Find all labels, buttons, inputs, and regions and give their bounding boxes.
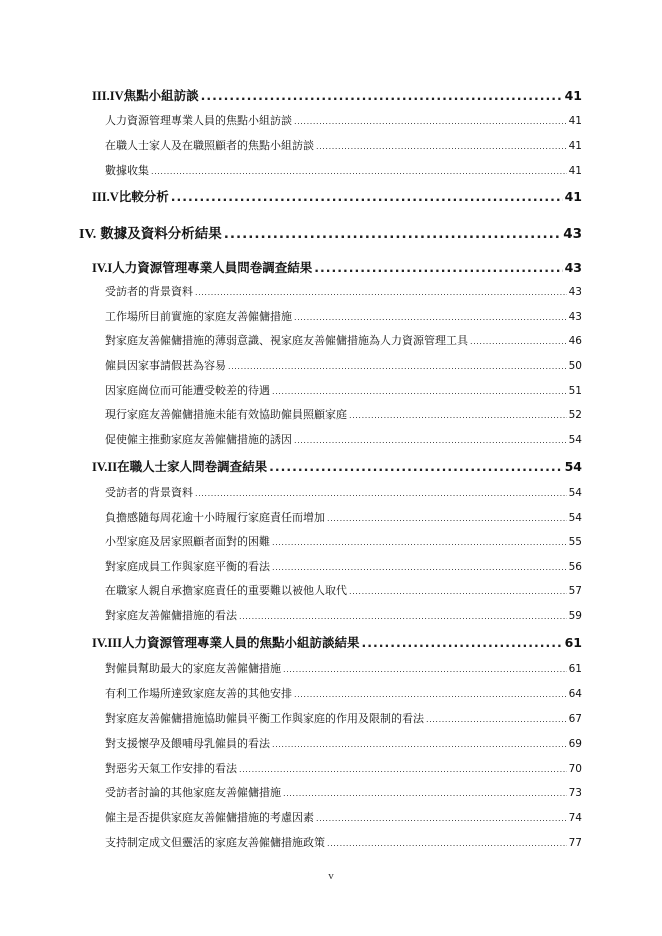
toc-entry[interactable] bbox=[105, 760, 582, 776]
toc-dot-leader bbox=[239, 612, 567, 621]
toc-page-number: 46 bbox=[568, 335, 582, 347]
toc-dot-leader bbox=[314, 260, 562, 275]
toc-section-number: IV.II bbox=[92, 460, 118, 474]
toc-dot-leader bbox=[349, 411, 567, 420]
toc-page-number: 54 bbox=[568, 512, 582, 524]
toc-page-number: 70 bbox=[568, 763, 582, 775]
toc-entry-title: 工作場所目前實施的家庭友善僱傭措施 bbox=[105, 310, 292, 323]
toc-dot-leader bbox=[283, 665, 567, 674]
toc-entry[interactable] bbox=[105, 431, 582, 447]
toc-entry-title: 有利工作場所達致家庭友善的其他安排 bbox=[105, 687, 292, 700]
toc-page-number: 77 bbox=[568, 837, 582, 849]
toc-section-number: IV.I bbox=[92, 261, 113, 275]
toc-dot-leader bbox=[151, 167, 567, 176]
toc-entry[interactable] bbox=[105, 406, 582, 422]
toc-dot-leader bbox=[195, 489, 567, 498]
toc-entry-title: 對家庭成員工作與家庭平衡的看法 bbox=[105, 560, 270, 573]
toc-dot-leader bbox=[316, 814, 567, 823]
toc-entry[interactable] bbox=[105, 685, 582, 701]
toc-page-number: 51 bbox=[568, 385, 582, 397]
toc-entry-title: 對家庭友善僱傭措施的薄弱意識、視家庭友善僱傭措施為人力資源管理工具 bbox=[105, 334, 468, 347]
toc-entry-title: 在職人士家人問卷調查結果 bbox=[117, 459, 268, 474]
toc-entry[interactable] bbox=[105, 660, 582, 676]
toc-entry-title: 受訪者的背景資料 bbox=[105, 486, 193, 499]
toc-entry[interactable] bbox=[105, 382, 582, 398]
toc-entry-title: 人力資源管理專業人員的焦點小組訪談結果 bbox=[122, 635, 360, 650]
toc-dot-leader bbox=[239, 765, 567, 774]
toc-page-number: 41 bbox=[568, 115, 582, 127]
toc-entry-title: 僱員因家事請假甚為容易 bbox=[105, 359, 226, 372]
toc-page-number: 43 bbox=[564, 260, 582, 275]
toc-entry-title: 僱主是否提供家庭友善僱傭措施的考慮因素 bbox=[105, 811, 314, 824]
toc-chapter-number: IV. bbox=[79, 227, 97, 242]
toc-entry[interactable] bbox=[105, 582, 582, 598]
toc-entry[interactable] bbox=[105, 784, 582, 800]
toc-dot-leader bbox=[228, 362, 567, 371]
toc-section-number: III.V bbox=[92, 190, 119, 204]
toc-dot-leader bbox=[470, 337, 567, 346]
toc-entry-title: 對僱員幫助最大的家庭友善僱傭措施 bbox=[105, 662, 281, 675]
toc-page-number: 73 bbox=[568, 787, 582, 799]
toc-page-number: 41 bbox=[564, 189, 582, 204]
toc-page-number: 41 bbox=[568, 165, 582, 177]
toc-entry-title: 受訪者的背景資料 bbox=[105, 285, 193, 298]
toc-dot-leader bbox=[272, 538, 567, 547]
toc-page-number: 54 bbox=[568, 434, 582, 446]
toc-entry-title: 受訪者討論的其他家庭友善僱傭措施 bbox=[105, 786, 281, 799]
toc-dot-leader bbox=[195, 288, 567, 297]
toc-entry[interactable] bbox=[105, 607, 582, 623]
toc-entry-title: 小型家庭及居家照顧者面對的困難 bbox=[105, 535, 270, 548]
toc-page-number: 54 bbox=[568, 487, 582, 499]
toc-dot-leader bbox=[294, 690, 567, 699]
toc-dot-leader bbox=[269, 459, 562, 474]
toc-entry-title: 人力資源管理專業人員問卷調查結果 bbox=[112, 260, 313, 275]
toc-entry[interactable] bbox=[105, 484, 582, 500]
toc-entry[interactable] bbox=[105, 332, 582, 348]
toc-entry-title: 促使僱主推動家庭友善僱傭措施的誘因 bbox=[105, 433, 292, 446]
toc-dot-leader bbox=[327, 514, 567, 523]
toc-entry-title: 在職家人親自承擔家庭責任的重要難以被他人取代 bbox=[105, 584, 347, 597]
toc-entry[interactable] bbox=[105, 112, 582, 128]
toc-dot-leader bbox=[327, 839, 567, 848]
toc-entry[interactable] bbox=[105, 558, 582, 574]
toc-page-number: 61 bbox=[564, 635, 582, 650]
page-footer-number: v bbox=[328, 870, 334, 882]
toc-page-number: 54 bbox=[564, 459, 582, 474]
toc-dot-leader bbox=[283, 789, 567, 798]
toc-page-number: 41 bbox=[564, 88, 582, 103]
toc-entry-title: 對惡劣天氣工作安排的看法 bbox=[105, 762, 237, 775]
toc-entry-title: 負擔感隨每周花逾十小時履行家庭責任而增加 bbox=[105, 511, 325, 524]
toc-dot-leader bbox=[316, 142, 567, 151]
toc-entry[interactable] bbox=[105, 735, 582, 751]
toc-entry-title: 因家庭崗位而可能遭受較差的待遇 bbox=[105, 384, 270, 397]
toc-dot-leader bbox=[294, 117, 567, 126]
toc-entry[interactable] bbox=[105, 809, 582, 825]
toc-page-number: 41 bbox=[568, 140, 582, 152]
toc-entry[interactable] bbox=[105, 834, 582, 850]
toc-page-number: 57 bbox=[568, 585, 582, 597]
toc-dot-leader bbox=[426, 715, 567, 724]
toc-entry-title: 比較分析 bbox=[118, 189, 169, 204]
toc-page-number: 69 bbox=[568, 738, 582, 750]
toc-entry-title: 數據及資料分析結果 bbox=[100, 226, 222, 242]
toc-page-number: 64 bbox=[568, 688, 582, 700]
toc-entry-section-iv-i[interactable] bbox=[92, 258, 582, 276]
toc-entry[interactable] bbox=[105, 162, 582, 178]
toc-entry-title: 對家庭友善僱傭措施協助僱員平衡工作與家庭的作用及限制的看法 bbox=[105, 712, 424, 725]
toc-section-number: IV.III bbox=[92, 636, 122, 650]
toc-entry-title: 支持制定成文但靈活的家庭友善僱傭措施政策 bbox=[105, 836, 325, 849]
toc-page-number: 50 bbox=[568, 360, 582, 372]
toc-entry-chapter-iv[interactable] bbox=[79, 222, 582, 243]
toc-entry-title: 人力資源管理專業人員的焦點小組訪談 bbox=[105, 114, 292, 127]
toc-page-number: 56 bbox=[568, 561, 582, 573]
toc-section-number: III.IV bbox=[92, 89, 124, 103]
toc-dot-leader bbox=[272, 387, 567, 396]
toc-dot-leader bbox=[272, 740, 567, 749]
toc-dot-leader bbox=[349, 587, 567, 596]
toc-entry-title: 對支援懷孕及餵哺母乳僱員的看法 bbox=[105, 737, 270, 750]
toc-page-number: 43 bbox=[568, 311, 582, 323]
toc-page-number: 74 bbox=[568, 812, 582, 824]
toc-page-number: 43 bbox=[563, 226, 582, 242]
toc-entry-section-iii-v[interactable] bbox=[92, 187, 582, 205]
toc-entry-title: 在職人士家人及在職照顧者的焦點小組訪談 bbox=[105, 139, 314, 152]
toc-dot-leader bbox=[362, 635, 563, 650]
toc-entry-section-iv-iii[interactable] bbox=[92, 633, 582, 651]
toc-entry-title: 現行家庭友善僱傭措施未能有效協助僱員照顧家庭 bbox=[105, 408, 347, 421]
toc-entry-section-iii-iv[interactable] bbox=[92, 86, 582, 104]
toc-entry-title: 數據收集 bbox=[105, 164, 149, 177]
toc-page-number: 59 bbox=[568, 610, 582, 622]
toc-dot-leader bbox=[272, 563, 567, 572]
toc-page-number: 43 bbox=[568, 286, 582, 298]
toc-entry-section-iv-ii[interactable] bbox=[92, 457, 582, 475]
toc-page-number: 67 bbox=[568, 713, 582, 725]
toc-entry[interactable] bbox=[105, 283, 582, 299]
toc-dot-leader bbox=[294, 436, 567, 445]
toc-dot-leader bbox=[294, 313, 567, 322]
toc-entry[interactable] bbox=[105, 137, 582, 153]
toc-entry-title: 對家庭友善僱傭措施的看法 bbox=[105, 609, 237, 622]
toc-dot-leader bbox=[201, 88, 563, 103]
toc-page-number: 55 bbox=[568, 536, 582, 548]
toc-page-number: 61 bbox=[568, 663, 582, 675]
toc-entry[interactable] bbox=[105, 710, 582, 726]
toc-entry[interactable] bbox=[105, 357, 582, 373]
toc-entry[interactable] bbox=[105, 533, 582, 549]
toc-dot-leader bbox=[171, 189, 563, 204]
toc-dot-leader bbox=[224, 226, 561, 242]
toc-entry[interactable] bbox=[105, 308, 582, 324]
toc-page-number: 52 bbox=[568, 409, 582, 421]
toc-entry-title: 焦點小組訪談 bbox=[123, 88, 199, 103]
toc-entry[interactable] bbox=[105, 509, 582, 525]
